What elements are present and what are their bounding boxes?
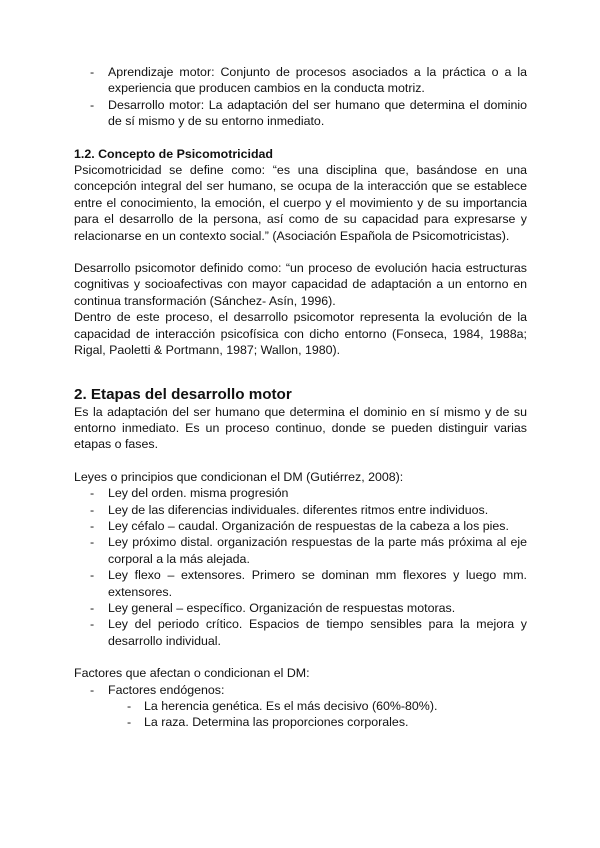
bullet-dash: - (127, 715, 132, 730)
section-heading-etapas: 2. Etapas del desarrollo motor (74, 385, 292, 403)
leyes-list (74, 485, 527, 649)
bullet-dash: - (90, 617, 95, 632)
factores-intro: Factores que afectan o condicionan el DM: (74, 666, 310, 681)
document-page (74, 64, 527, 731)
list-item: - Ley próximo distal. organización respuestas de la parte más próxima al eje corporal a la más alejada. (90, 535, 527, 566)
bullet-dash: - (90, 600, 95, 615)
list-item: - Ley flexo – extensores. Primero se dominan mm flexores y luego mm. extensores. (90, 568, 527, 599)
list-item: - Ley de las diferencias individuales. diferentes ritmos entre individuos. (90, 502, 489, 517)
bullet-dash: - (127, 699, 132, 713)
list-item: - Aprendizaje motor: Conjunto de procesos asociados a la práctica o a la experiencia que producen cambios en la conducta motriz. (90, 65, 527, 96)
bullet-dash: - (90, 97, 95, 112)
section-heading-psicomotricidad: 1.2. Concepto de Psicomotricidad (74, 146, 273, 161)
list-item: - La raza. Determina las proporciones corporales. (127, 715, 409, 730)
intro-list (74, 64, 527, 130)
list-item: - Desarrollo motor: La adaptación del ser humano que determina el dominio de sí mismo y de su entorno inmediato. (90, 97, 527, 129)
paragraph: Desarrollo psicomotor definido como: “un proceso de evolución hacia estructuras cognitivas y socioafectivas con mayor capacidad de adaptación a un entorno en continua transformación (Sánchez- Asín, 1996). (74, 261, 527, 308)
list-item: - Ley del orden. misma progresión (90, 486, 289, 501)
bullet-dash: - (90, 65, 95, 79)
list-item: - Ley del periodo crítico. Espacios de tiempo sensibles para la mejora y desarrollo individual. (90, 617, 527, 648)
paragraph: Es la adaptación del ser humano que determina el dominio en sí mismo y de su entorno inmediato. Es un proceso continuo, donde se pueden distinguir varias etapas o fases. (74, 404, 527, 452)
bullet-dash: - (90, 502, 95, 517)
paragraph: Dentro de este proceso, el desarrollo psicomotor representa la evolución de la capacidad de interacción psicofísica con dicho entorno (Fonseca, 1984, 1988a; Rigal, Paoletti & Portmann, 1987; Wallon, 1980). (74, 310, 527, 358)
factores-list (74, 682, 527, 698)
list-item: - La herencia genética. Es el más decisivo (60%-80%). (127, 699, 438, 713)
bullet-dash: - (90, 682, 95, 697)
leyes-intro: Leyes o principios que condicionan el DM (Gutiérrez, 2008): (74, 469, 404, 484)
list-item: - Ley general – específico. Organización de respuestas motoras. (90, 600, 456, 615)
paragraph: Psicomotricidad se define como: “es una disciplina que, basándose en una concepción integral del ser humano, se ocupa de la interacción que se establece entre el conocimiento, la emoción, el cuerpo y el movimiento y de su importancia para el desarrollo de la persona, así como de su capacidad para expresarse y relacionarse en un contexto social.” (Asociación Española de Psicomotricistas). (74, 163, 527, 243)
bullet-dash: - (90, 518, 95, 533)
endogenos-list (74, 698, 527, 731)
list-item: - Ley céfalo – caudal. Organización de respuestas de la cabeza a los pies. (90, 518, 509, 533)
list-item: - Factores endógenos: (90, 682, 225, 697)
bullet-dash: - (90, 486, 95, 501)
bullet-dash: - (90, 535, 95, 550)
bullet-dash: - (90, 568, 95, 583)
